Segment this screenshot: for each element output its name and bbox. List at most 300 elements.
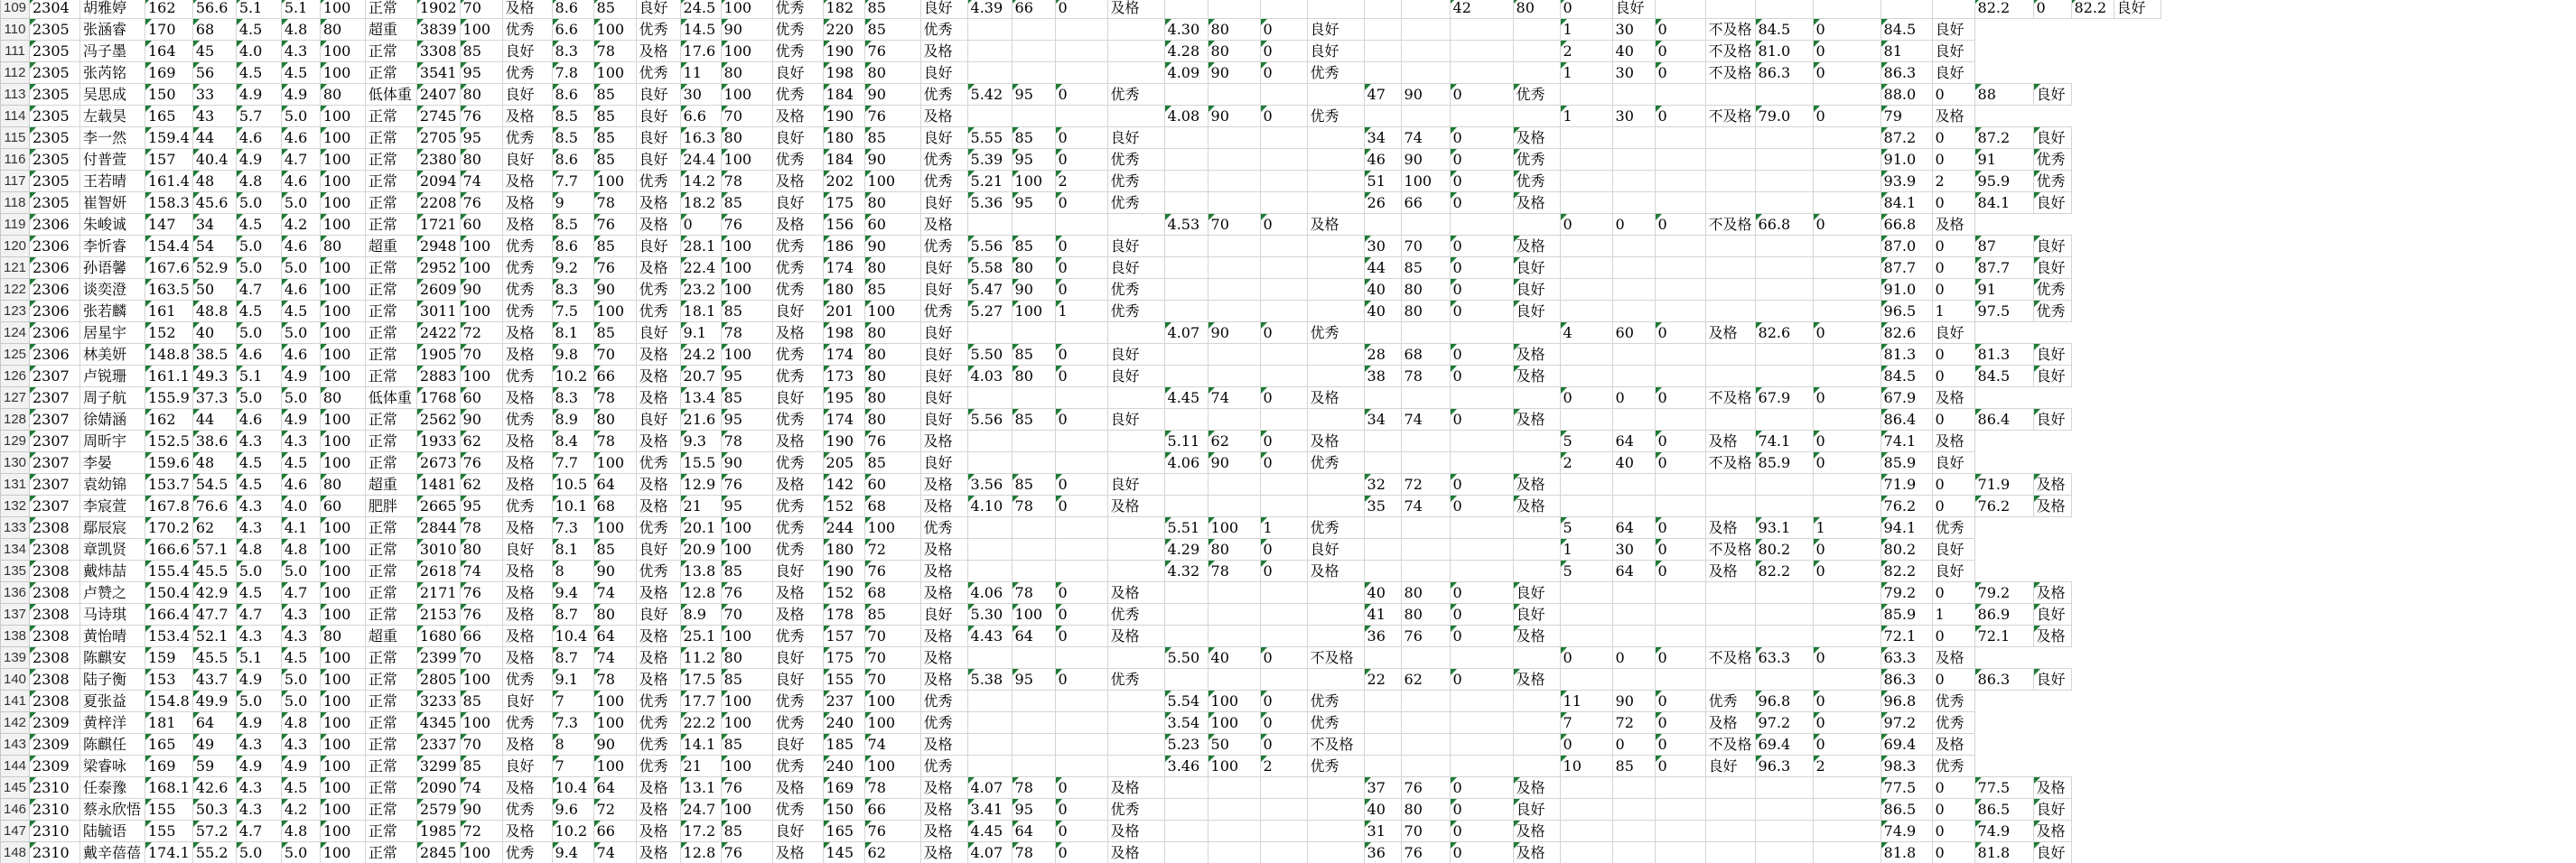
table-cell[interactable]: 2805 [416,669,460,691]
table-cell[interactable]: 202 [823,171,864,192]
table-cell[interactable]: 40 [1612,41,1655,62]
table-cell[interactable]: 2171 [416,582,460,604]
table-cell[interactable]: 74 [1401,127,1450,149]
table-cell[interactable]: 100 [1012,604,1055,626]
table-cell[interactable]: 0 [1932,821,1974,842]
table-cell[interactable]: 80 [864,344,920,366]
table-cell[interactable]: 175 [823,647,864,669]
table-cell[interactable] [1107,387,1164,409]
table-cell[interactable] [1401,691,1450,712]
table-cell[interactable]: 85 [864,0,920,19]
table-cell[interactable]: 66 [460,626,502,647]
table-cell[interactable]: 正常 [365,171,416,192]
table-cell[interactable]: 52.9 [192,257,236,279]
table-cell[interactable] [1208,279,1260,301]
table-cell[interactable] [1164,149,1208,171]
table-cell[interactable]: 4.3 [281,734,320,756]
table-cell[interactable]: 0 [1055,842,1107,863]
table-cell[interactable] [1705,366,1755,387]
table-cell[interactable]: 优秀 [1705,691,1755,712]
table-cell[interactable] [1612,604,1655,626]
table-cell[interactable]: 0 [1450,582,1513,604]
table-cell[interactable] [1755,366,1813,387]
table-cell[interactable]: 100 [320,582,365,604]
table-cell[interactable]: 52.1 [192,626,236,647]
row-header[interactable]: 141 [1,691,30,712]
table-cell[interactable] [1560,604,1612,626]
table-cell[interactable]: 95 [460,127,502,149]
table-cell[interactable]: 优秀 [1107,192,1164,214]
table-cell[interactable]: 2845 [416,842,460,863]
table-cell[interactable] [1260,582,1307,604]
table-cell[interactable]: 5.27 [967,301,1012,322]
table-cell[interactable] [1260,279,1307,301]
table-cell[interactable] [1705,84,1755,106]
table-cell[interactable]: 优秀 [772,149,823,171]
table-cell[interactable] [1705,842,1755,863]
table-cell[interactable]: 梁睿咏 [80,756,145,777]
table-cell[interactable] [1755,474,1813,496]
table-cell[interactable]: 0 [1932,496,1974,517]
table-cell[interactable]: 42 [1450,0,1513,19]
table-cell[interactable]: 5.1 [236,647,281,669]
table-cell[interactable]: 优秀 [636,712,680,734]
table-cell[interactable] [1260,344,1307,366]
table-cell[interactable]: 0 [1450,777,1513,799]
table-cell[interactable]: 100 [320,41,365,62]
table-cell[interactable] [1164,799,1208,821]
table-cell[interactable] [1055,517,1107,539]
table-cell[interactable]: 85 [593,236,636,257]
table-cell[interactable]: 82.2 [1974,0,2033,19]
table-cell[interactable]: 4.6 [281,171,320,192]
table-cell[interactable]: 85 [864,452,920,474]
table-cell[interactable]: 优秀 [920,19,967,41]
table-cell[interactable] [1705,279,1755,301]
table-cell[interactable]: 马诗琪 [80,604,145,626]
table-cell[interactable]: 0 [1260,19,1307,41]
table-cell[interactable]: 190 [823,431,864,452]
table-cell[interactable]: 2307 [30,474,80,496]
table-cell[interactable]: 50 [1208,734,1260,756]
table-cell[interactable] [1813,192,1881,214]
table-cell[interactable]: 5.1 [236,0,281,19]
table-cell[interactable] [1055,41,1107,62]
table-cell[interactable]: 正常 [365,842,416,863]
table-cell[interactable] [1401,452,1450,474]
table-cell[interactable]: 2305 [30,84,80,106]
table-cell[interactable]: 优秀 [1932,756,1974,777]
table-cell[interactable]: 80 [1401,301,1450,322]
table-cell[interactable]: 100 [1012,171,1055,192]
table-cell[interactable]: 良好 [920,0,967,19]
table-cell[interactable]: 153 [145,669,193,691]
table-cell[interactable]: 170 [145,19,193,41]
table-cell[interactable]: 8.4 [552,431,593,452]
table-cell[interactable]: 正常 [365,192,416,214]
table-cell[interactable]: 5.50 [1164,647,1208,669]
table-cell[interactable]: 95.9 [1974,171,2033,192]
table-cell[interactable]: 17.2 [680,821,721,842]
table-cell[interactable] [1401,756,1450,777]
table-cell[interactable]: 40 [1364,582,1401,604]
table-cell[interactable]: 13.8 [680,561,721,582]
table-cell[interactable] [1655,777,1705,799]
table-cell[interactable]: 80 [721,62,772,84]
table-cell[interactable]: 13.1 [680,777,721,799]
table-cell[interactable]: 100 [721,149,772,171]
table-cell[interactable]: 159.4 [145,127,193,149]
table-cell[interactable]: 1 [1560,106,1612,127]
table-cell[interactable]: 0 [1055,626,1107,647]
table-cell[interactable]: 5.54 [1164,691,1208,712]
table-cell[interactable]: 1985 [416,821,460,842]
table-cell[interactable] [1307,409,1364,431]
table-cell[interactable]: 35 [1364,496,1401,517]
table-cell[interactable]: 2308 [30,669,80,691]
table-cell[interactable] [1164,604,1208,626]
table-cell[interactable]: 74 [460,777,502,799]
table-cell[interactable]: 162 [145,409,193,431]
table-cell[interactable]: 超重 [365,626,416,647]
table-cell[interactable] [1655,149,1705,171]
table-cell[interactable]: 3308 [416,41,460,62]
table-cell[interactable]: 良好 [772,127,823,149]
table-cell[interactable]: 低体重 [365,387,416,409]
table-cell[interactable]: 40 [1612,452,1655,474]
table-cell[interactable]: 4.5 [281,777,320,799]
table-cell[interactable] [1208,344,1260,366]
table-cell[interactable]: 良好 [502,691,552,712]
table-cell[interactable]: 4.06 [967,582,1012,604]
table-cell[interactable]: 胡雅婷 [80,0,145,19]
table-cell[interactable]: 90 [1401,84,1450,106]
table-cell[interactable]: 5.0 [281,561,320,582]
table-cell[interactable]: 84.5 [1974,366,2033,387]
table-cell[interactable]: 100 [864,301,920,322]
row-header[interactable]: 128 [1,409,30,431]
table-cell[interactable]: 0 [1932,192,1974,214]
table-cell[interactable]: 及格 [1107,821,1164,842]
table-cell[interactable]: 良好 [920,322,967,344]
table-cell[interactable]: 90 [864,236,920,257]
table-cell[interactable]: 96.5 [1881,301,1932,322]
table-cell[interactable]: 0 [1055,279,1107,301]
table-cell[interactable]: 54 [192,236,236,257]
table-cell[interactable]: 63.3 [1755,647,1813,669]
table-cell[interactable]: 0 [1612,387,1655,409]
table-cell[interactable]: 64 [1012,626,1055,647]
table-cell[interactable]: 100 [1012,301,1055,322]
table-cell[interactable]: 169 [145,62,193,84]
table-cell[interactable]: 良好 [636,127,680,149]
table-cell[interactable]: 及格 [502,647,552,669]
table-cell[interactable]: 37.3 [192,387,236,409]
table-cell[interactable]: 95 [460,496,502,517]
table-cell[interactable]: 100 [721,0,772,19]
table-cell[interactable]: 优秀 [1307,322,1364,344]
table-cell[interactable]: 40 [1208,647,1260,669]
row-header[interactable]: 139 [1,647,30,669]
table-cell[interactable] [1513,691,1560,712]
table-cell[interactable]: 黄梓洋 [80,712,145,734]
table-cell[interactable]: 4.39 [967,0,1012,19]
table-cell[interactable]: 100 [460,712,502,734]
table-cell[interactable]: 0 [1813,62,1881,84]
table-cell[interactable]: 100 [320,452,365,474]
table-cell[interactable]: 4.5 [281,62,320,84]
table-cell[interactable]: 8 [552,561,593,582]
table-cell[interactable]: 40.4 [192,149,236,171]
table-cell[interactable]: 及格 [502,821,552,842]
table-cell[interactable]: 100 [320,62,365,84]
table-cell[interactable]: 及格 [1932,734,1974,756]
row-header[interactable]: 109 [1,0,30,19]
table-cell[interactable]: 0 [1813,387,1881,409]
table-cell[interactable]: 0 [1260,734,1307,756]
table-cell[interactable]: 5.42 [967,84,1012,106]
table-cell[interactable] [1450,734,1513,756]
table-cell[interactable]: 78 [593,431,636,452]
table-cell[interactable]: 0 [1450,301,1513,322]
table-cell[interactable]: 8.6 [552,149,593,171]
table-cell[interactable] [1364,19,1401,41]
table-cell[interactable]: 正常 [365,279,416,301]
table-cell[interactable]: 及格 [502,0,552,19]
table-cell[interactable] [1705,474,1755,496]
table-cell[interactable] [1513,62,1560,84]
table-cell[interactable]: 4.43 [967,626,1012,647]
table-cell[interactable] [1012,214,1055,236]
table-cell[interactable]: 100 [593,171,636,192]
table-cell[interactable]: 良好 [920,257,967,279]
table-cell[interactable] [1755,409,1813,431]
table-cell[interactable]: 100 [1208,517,1260,539]
table-cell[interactable]: 0 [1055,127,1107,149]
table-cell[interactable]: 0 [1932,626,1974,647]
table-cell[interactable]: 47.7 [192,604,236,626]
table-cell[interactable] [1513,756,1560,777]
table-cell[interactable]: 59 [192,756,236,777]
table-cell[interactable]: 80.2 [1881,539,1932,561]
table-cell[interactable]: 优秀 [920,712,967,734]
table-cell[interactable]: 0 [1932,409,1974,431]
table-cell[interactable]: 40 [1364,799,1401,821]
table-cell[interactable]: 190 [823,106,864,127]
table-cell[interactable]: 及格 [636,647,680,669]
table-cell[interactable]: 及格 [1513,777,1560,799]
table-cell[interactable] [1055,106,1107,127]
table-cell[interactable]: 0 [1612,647,1655,669]
table-cell[interactable]: 5.39 [967,149,1012,171]
table-cell[interactable]: 64 [1612,431,1655,452]
table-cell[interactable] [1450,41,1513,62]
table-cell[interactable]: 4.2 [281,214,320,236]
table-cell[interactable]: 85 [593,106,636,127]
table-cell[interactable]: 2307 [30,431,80,452]
table-cell[interactable] [1307,626,1364,647]
table-cell[interactable]: 良好 [1612,0,1655,19]
table-cell[interactable]: 85 [721,669,772,691]
table-cell[interactable]: 80 [864,409,920,431]
table-cell[interactable]: 正常 [365,62,416,84]
table-cell[interactable] [1612,192,1655,214]
table-cell[interactable]: 及格 [1513,192,1560,214]
row-header[interactable]: 136 [1,582,30,604]
table-cell[interactable]: 4.28 [1164,41,1208,62]
table-cell[interactable]: 4.7 [281,582,320,604]
table-cell[interactable] [967,431,1012,452]
table-cell[interactable]: 91.0 [1881,279,1932,301]
table-cell[interactable]: 5.1 [236,366,281,387]
table-cell[interactable]: 优秀 [502,19,552,41]
table-cell[interactable]: 5.0 [236,322,281,344]
table-cell[interactable]: 9.1 [680,322,721,344]
table-cell[interactable]: 2306 [30,301,80,322]
table-cell[interactable] [1755,582,1813,604]
table-cell[interactable]: 80 [320,236,365,257]
table-cell[interactable] [967,322,1012,344]
table-cell[interactable]: 及格 [920,496,967,517]
table-cell[interactable]: 85 [1612,756,1655,777]
table-cell[interactable]: 0 [1655,561,1705,582]
table-cell[interactable]: 良好 [2033,604,2071,626]
table-cell[interactable]: 2305 [30,127,80,149]
table-cell[interactable]: 157 [823,626,864,647]
table-cell[interactable]: 82.6 [1881,322,1932,344]
table-cell[interactable]: 10.2 [552,821,593,842]
table-cell[interactable] [1813,626,1881,647]
table-cell[interactable]: 34 [192,214,236,236]
table-cell[interactable]: 4.45 [1164,387,1208,409]
table-cell[interactable]: 良好 [772,734,823,756]
table-cell[interactable]: 2308 [30,582,80,604]
table-cell[interactable]: 93.9 [1881,171,1932,192]
table-cell[interactable]: 及格 [920,474,967,496]
table-cell[interactable]: 1721 [416,214,460,236]
table-cell[interactable]: 100 [320,842,365,863]
table-cell[interactable] [1755,149,1813,171]
table-cell[interactable]: 良好 [772,387,823,409]
table-cell[interactable]: 及格 [636,214,680,236]
table-cell[interactable]: 95 [1012,149,1055,171]
table-cell[interactable]: 良好 [1932,452,1974,474]
table-cell[interactable]: 44 [1364,257,1401,279]
table-cell[interactable]: 王若晴 [80,171,145,192]
table-cell[interactable]: 5.36 [967,192,1012,214]
table-cell[interactable]: 30 [1612,539,1655,561]
table-cell[interactable]: 2306 [30,344,80,366]
table-cell[interactable]: 及格 [1513,669,1560,691]
row-header[interactable]: 134 [1,539,30,561]
table-cell[interactable] [1401,41,1450,62]
table-cell[interactable]: 1 [1932,301,1974,322]
table-cell[interactable] [1260,474,1307,496]
table-cell[interactable]: 96.3 [1755,756,1813,777]
table-cell[interactable]: 100 [864,691,920,712]
table-cell[interactable]: 优秀 [772,691,823,712]
table-cell[interactable]: 2306 [30,236,80,257]
table-cell[interactable]: 及格 [772,474,823,496]
table-cell[interactable]: 4.30 [1164,19,1208,41]
table-cell[interactable]: 7 [552,756,593,777]
table-cell[interactable]: 优秀 [1107,84,1164,106]
table-cell[interactable]: 2308 [30,647,80,669]
table-cell[interactable]: 72.1 [1881,626,1932,647]
table-cell[interactable]: 5.58 [967,257,1012,279]
table-cell[interactable] [1813,777,1881,799]
table-cell[interactable] [1164,669,1208,691]
table-cell[interactable]: 良好 [1932,322,1974,344]
table-cell[interactable]: 及格 [636,387,680,409]
table-cell[interactable] [1055,19,1107,41]
table-cell[interactable] [967,712,1012,734]
table-cell[interactable] [1208,604,1260,626]
table-cell[interactable] [1705,582,1755,604]
table-cell[interactable]: 5.55 [967,127,1012,149]
table-cell[interactable]: 68 [864,582,920,604]
table-cell[interactable]: 69.4 [1881,734,1932,756]
table-cell[interactable]: 87.2 [1974,127,2033,149]
table-cell[interactable]: 237 [823,691,864,712]
table-cell[interactable]: 78 [1012,842,1055,863]
table-cell[interactable]: 2665 [416,496,460,517]
table-cell[interactable]: 74 [1208,387,1260,409]
table-cell[interactable] [1107,41,1164,62]
table-cell[interactable] [1450,647,1513,669]
table-cell[interactable]: 0 [1450,669,1513,691]
table-cell[interactable] [1208,669,1260,691]
table-cell[interactable] [1450,691,1513,712]
table-cell[interactable] [1107,712,1164,734]
table-cell[interactable]: 良好 [1932,62,1974,84]
table-cell[interactable]: 60 [460,214,502,236]
table-cell[interactable]: 张涵睿 [80,19,145,41]
table-cell[interactable]: 43 [192,106,236,127]
table-cell[interactable]: 85 [460,691,502,712]
table-cell[interactable]: 良好 [502,84,552,106]
table-cell[interactable]: 4.5 [236,62,281,84]
table-cell[interactable] [1364,41,1401,62]
table-cell[interactable]: 0 [1450,127,1513,149]
table-cell[interactable]: 4.3 [281,41,320,62]
table-cell[interactable]: 优秀 [1107,669,1164,691]
table-cell[interactable]: 7 [552,691,593,712]
table-cell[interactable]: 4.6 [281,127,320,149]
table-cell[interactable]: 0 [1450,366,1513,387]
table-cell[interactable]: 4.9 [236,669,281,691]
table-cell[interactable]: 及格 [1107,626,1164,647]
table-cell[interactable]: 5.0 [281,387,320,409]
row-header[interactable]: 143 [1,734,30,756]
table-cell[interactable] [1364,691,1401,712]
table-cell[interactable]: 85 [593,539,636,561]
table-cell[interactable]: 195 [823,387,864,409]
table-cell[interactable]: 蔡永欣悟 [80,799,145,821]
table-cell[interactable] [1260,821,1307,842]
table-cell[interactable]: 1902 [416,0,460,19]
table-cell[interactable]: 8.5 [552,127,593,149]
table-cell[interactable]: 0 [1260,539,1307,561]
table-cell[interactable]: 5.50 [967,344,1012,366]
table-cell[interactable]: 142 [823,474,864,496]
table-cell[interactable]: 76 [593,257,636,279]
table-cell[interactable] [1260,257,1307,279]
table-cell[interactable]: 0 [1932,669,1974,691]
table-cell[interactable]: 14.2 [680,171,721,192]
table-cell[interactable]: 2309 [30,734,80,756]
table-cell[interactable]: 70 [1401,236,1450,257]
